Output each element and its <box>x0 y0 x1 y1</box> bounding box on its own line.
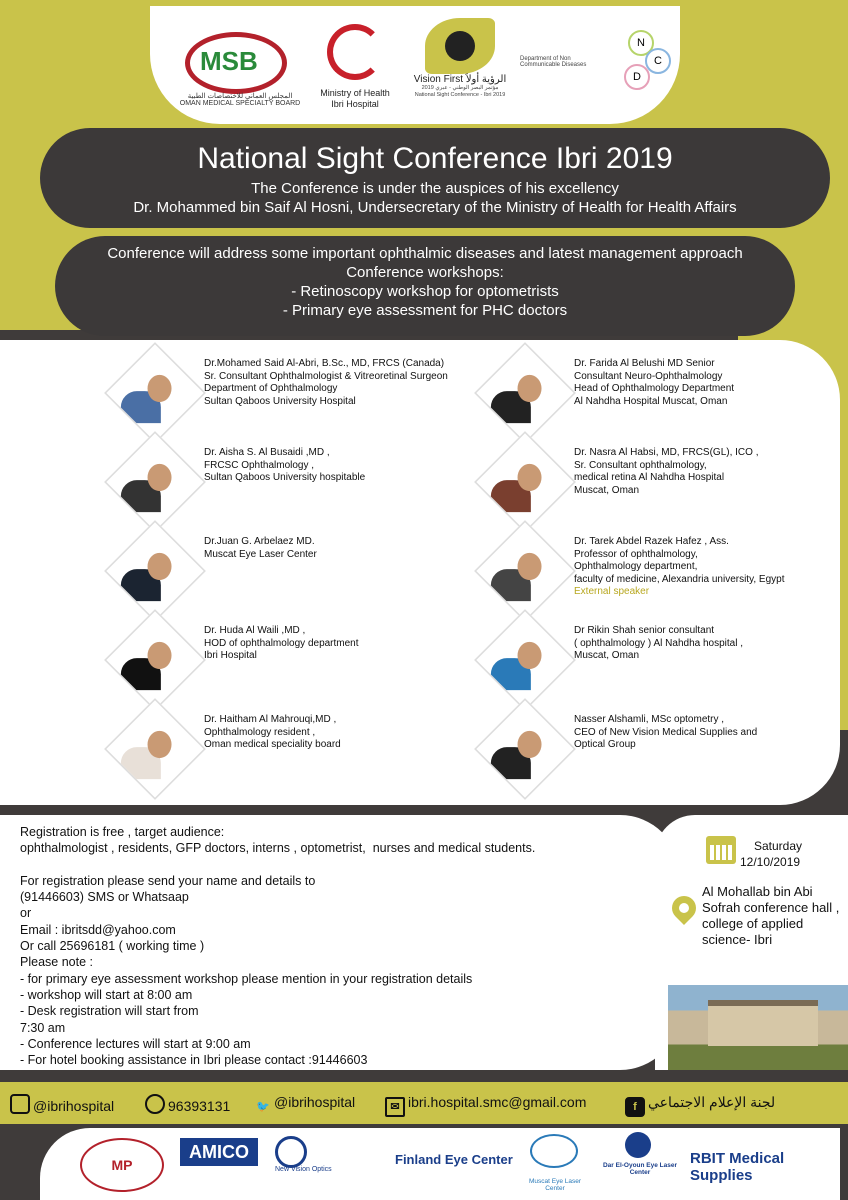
event-day: Saturday <box>754 839 803 853</box>
speaker-info-line: Dr. Nasra Al Habsi, MD, FRCS(GL), ICO , <box>574 447 759 458</box>
speaker-photo <box>474 609 576 711</box>
new-vision-logo: New Vision Optics <box>275 1166 332 1173</box>
speaker-photo <box>474 520 576 622</box>
speaker-card <box>462 437 842 523</box>
speaker-photo <box>104 609 206 711</box>
speaker-info-line: Dr.Mohamed Said Al-Abri, B.Sc., MD, FRCS (Canada) <box>204 358 445 369</box>
whatsapp-icon <box>145 1094 165 1114</box>
speaker-photo <box>104 698 206 800</box>
speaker-info-line: Dr.Juan G. Arbelaez MD. <box>204 536 315 547</box>
ministry-logo <box>300 24 410 119</box>
speaker-info-line: CEO of New Vision Medical Supplies and <box>574 726 758 738</box>
speaker-info-line: Muscat, Oman <box>574 484 640 496</box>
dar-eloyoun-eye-icon <box>625 1132 651 1158</box>
speaker-info-line: HOD of ophthalmology department <box>204 637 359 649</box>
speaker-info <box>204 625 359 663</box>
speaker-info-line: Professor of ophthalmology, <box>574 548 698 560</box>
vision-first-text: Vision First الرؤية أولاً <box>413 74 507 85</box>
workshop-item: - Primary eye assessment for PHC doctors <box>282 302 568 319</box>
event-date <box>740 838 802 870</box>
event-venue: Al Mohallab bin Abi Sofrah conference hall , college of applied science- Ibri <box>702 884 840 947</box>
speaker-info-line: Ophthalmology resident , <box>204 726 316 738</box>
speaker-photo <box>474 698 576 800</box>
speaker-info <box>574 714 757 752</box>
mail-icon: ✉ <box>385 1097 405 1117</box>
speaker-info <box>204 447 365 485</box>
speaker-info-line: Muscat, Oman <box>574 650 640 661</box>
page-title: National Sight Conference Ibri 2019 <box>197 142 673 175</box>
instagram-icon <box>10 1094 30 1114</box>
speaker-info-line: FRCSC Ophthalmology , <box>204 459 315 471</box>
topic-band <box>55 236 795 336</box>
crescent-icon <box>327 24 383 80</box>
facebook-name: لجنة الإعلام الاجتماعي <box>648 1094 776 1110</box>
ministry-text: Ministry of Health Ibri Hospital <box>320 88 390 109</box>
ombsb-logo <box>170 24 300 114</box>
speaker-photo <box>474 342 576 444</box>
speaker-info-line: Nasser Alshamli, MSc optometry , <box>574 714 725 725</box>
twitter-link[interactable] <box>255 1094 355 1115</box>
auspices-line: The Conference is under the auspices of his excellency <box>251 180 619 197</box>
ncd-letter-c: C <box>645 48 671 74</box>
amico-logo: AMICO <box>180 1138 258 1166</box>
speaker-info-line: Dr. Haitham Al Mahrouqi,MD , <box>204 714 337 725</box>
topic-line: Conference will address some important ophthalmic diseases and latest management approach <box>107 245 743 262</box>
speaker-card <box>92 526 472 612</box>
registration-text: Registration is free , target audience: ophthalmologist , residents, GFP doctors, interns , optometrist, nurses and medical students. For registration please send your name and details to (91446603) SMS or Whatsaap or Email : ibritsdd@yahoo.com Or call 25696181 ( working time ) Please note : - for primary eye assessment workshop please mention in your registration details - workshop will start at 8:00 am - Desk registration will start from 7:30 am - Conference lectures will start at 9:00 am - For hotel booking assistance in Ibri please contact :91446603 <box>20 825 536 1068</box>
ombsb-caption: المجلس العماني للاختصاصات الطبية OMAN MEDICAL SPECIALTY BOARD <box>179 93 301 107</box>
speaker-card <box>462 704 842 790</box>
speaker-info-line: Dr. Huda Al Waili ,MD , <box>204 625 306 636</box>
speaker-info-line: medical retina Al Nahdha Hospital <box>574 472 725 483</box>
email-address: ibri.hospital.smc@gmail.com <box>408 1094 587 1110</box>
ncd-logo <box>520 26 680 116</box>
speaker-card <box>462 615 842 701</box>
speaker-info-line: faculty of medicine, Alexandria university, Egypt <box>574 573 785 585</box>
speaker-photo <box>474 431 576 533</box>
speaker-info-line: Dr. Tarek Abdel Razek Hafez , Ass. <box>574 536 729 547</box>
speaker-info-line: Dr Rikin Shah senior consultant <box>574 625 715 636</box>
speaker-info-line: Al Nahdha Hospital Muscat, Oman <box>574 395 728 407</box>
speaker-info-line: Sultan Qaboos University Hospital <box>204 395 356 407</box>
instagram-handle: @ibrihospital <box>33 1098 115 1114</box>
social-bar <box>0 1082 848 1124</box>
speaker-info <box>574 536 784 599</box>
new-vision-eye-icon <box>275 1136 307 1168</box>
workshops-heading: Conference workshops: <box>346 264 504 281</box>
email-link[interactable] <box>385 1094 586 1117</box>
whatsapp-link[interactable] <box>145 1094 230 1114</box>
instagram-link[interactable] <box>10 1094 114 1114</box>
event-date-value: 12/10/2019 <box>740 855 801 869</box>
twitter-icon: 🐦 <box>256 1101 270 1113</box>
speaker-info-line: Ophthalmology department, <box>574 561 698 572</box>
speaker-info-line: Oman medical speciality board <box>204 739 341 750</box>
speaker-info-line: Ibri Hospital <box>204 650 257 661</box>
rbit-logo: RBIT Medical Supplies <box>690 1150 785 1184</box>
speaker-info <box>574 447 758 497</box>
sponsor-strip <box>40 1128 840 1200</box>
whatsapp-number: 96393131 <box>168 1098 231 1114</box>
speaker-info <box>204 536 317 561</box>
ombsb-logo-text: MSB <box>200 46 258 76</box>
title-band <box>40 128 830 228</box>
speaker-info <box>204 714 341 752</box>
speaker-info-line: Sultan Qaboos University hospitable <box>204 472 366 483</box>
facebook-icon: f <box>625 1097 645 1117</box>
speaker-card <box>92 615 472 701</box>
speaker-photo <box>104 342 206 444</box>
patron-line: Dr. Mohammed bin Saif Al Hosni, Undersecretary of the Ministry of Health for Health Affairs <box>133 199 737 216</box>
speaker-photo <box>104 520 206 622</box>
vision-first-logo <box>405 14 515 124</box>
logo-strip <box>150 6 680 124</box>
speaker-card <box>92 348 472 434</box>
speaker-info-line: Sr. Consultant ophthalmology, <box>574 459 707 471</box>
speaker-card <box>462 348 842 434</box>
dar-eloyoun-logo: Dar El-Oyoun Eye Laser Center <box>602 1162 678 1176</box>
speaker-info-line: Dr. Aisha S. Al Busaidi ,MD , <box>204 447 330 458</box>
speaker-info-line: Consultant Neuro-Ophthalmology <box>574 370 723 382</box>
finland-eye-logo: Finland Eye Center <box>395 1152 513 1167</box>
speaker-info-line: Optical Group <box>574 739 636 750</box>
mp-logo: MP <box>80 1138 164 1192</box>
speaker-info-line: Dr. Farida Al Belushi MD Senior <box>574 358 715 369</box>
muscat-eye-icon <box>530 1134 578 1168</box>
speaker-info-line: Department of Ophthalmology <box>204 383 338 394</box>
speaker-info <box>204 358 448 408</box>
speaker-card <box>92 704 472 790</box>
venue-photo <box>668 985 848 1070</box>
speaker-card <box>462 526 842 612</box>
speaker-card <box>92 437 472 523</box>
speaker-info-line: Sr. Consultant Ophthalmologist & Vitreoretinal Surgeon <box>204 370 448 382</box>
eye-icon <box>425 18 495 74</box>
speaker-info-line: Muscat Eye Laser Center <box>204 548 317 560</box>
ncd-letter-d: D <box>624 64 650 90</box>
facebook-link[interactable] <box>625 1094 775 1117</box>
speaker-info-line: ( ophthalmology ) Al Nahdha hospital , <box>574 637 743 649</box>
speaker-info <box>574 625 743 663</box>
speaker-info-line: Head of Ophthalmology Department <box>574 383 735 394</box>
ncd-caption: Department of Non Communicable Diseases <box>520 56 587 68</box>
workshop-item: - Retinoscopy workshop for optometrists <box>291 283 559 300</box>
external-speaker-label: External speaker <box>574 586 650 597</box>
twitter-handle: @ibrihospital <box>274 1094 356 1110</box>
speaker-info <box>574 358 734 408</box>
ncd-letter-n: N <box>628 30 654 56</box>
vision-first-sub: مؤتمر البصر الوطني - عبري 2019 National Sight Conference - Ibri 2019 <box>414 85 506 98</box>
speaker-photo <box>104 431 206 533</box>
calendar-icon <box>706 836 736 864</box>
muscat-eye-logo: Muscat Eye Laser Center <box>528 1178 582 1192</box>
